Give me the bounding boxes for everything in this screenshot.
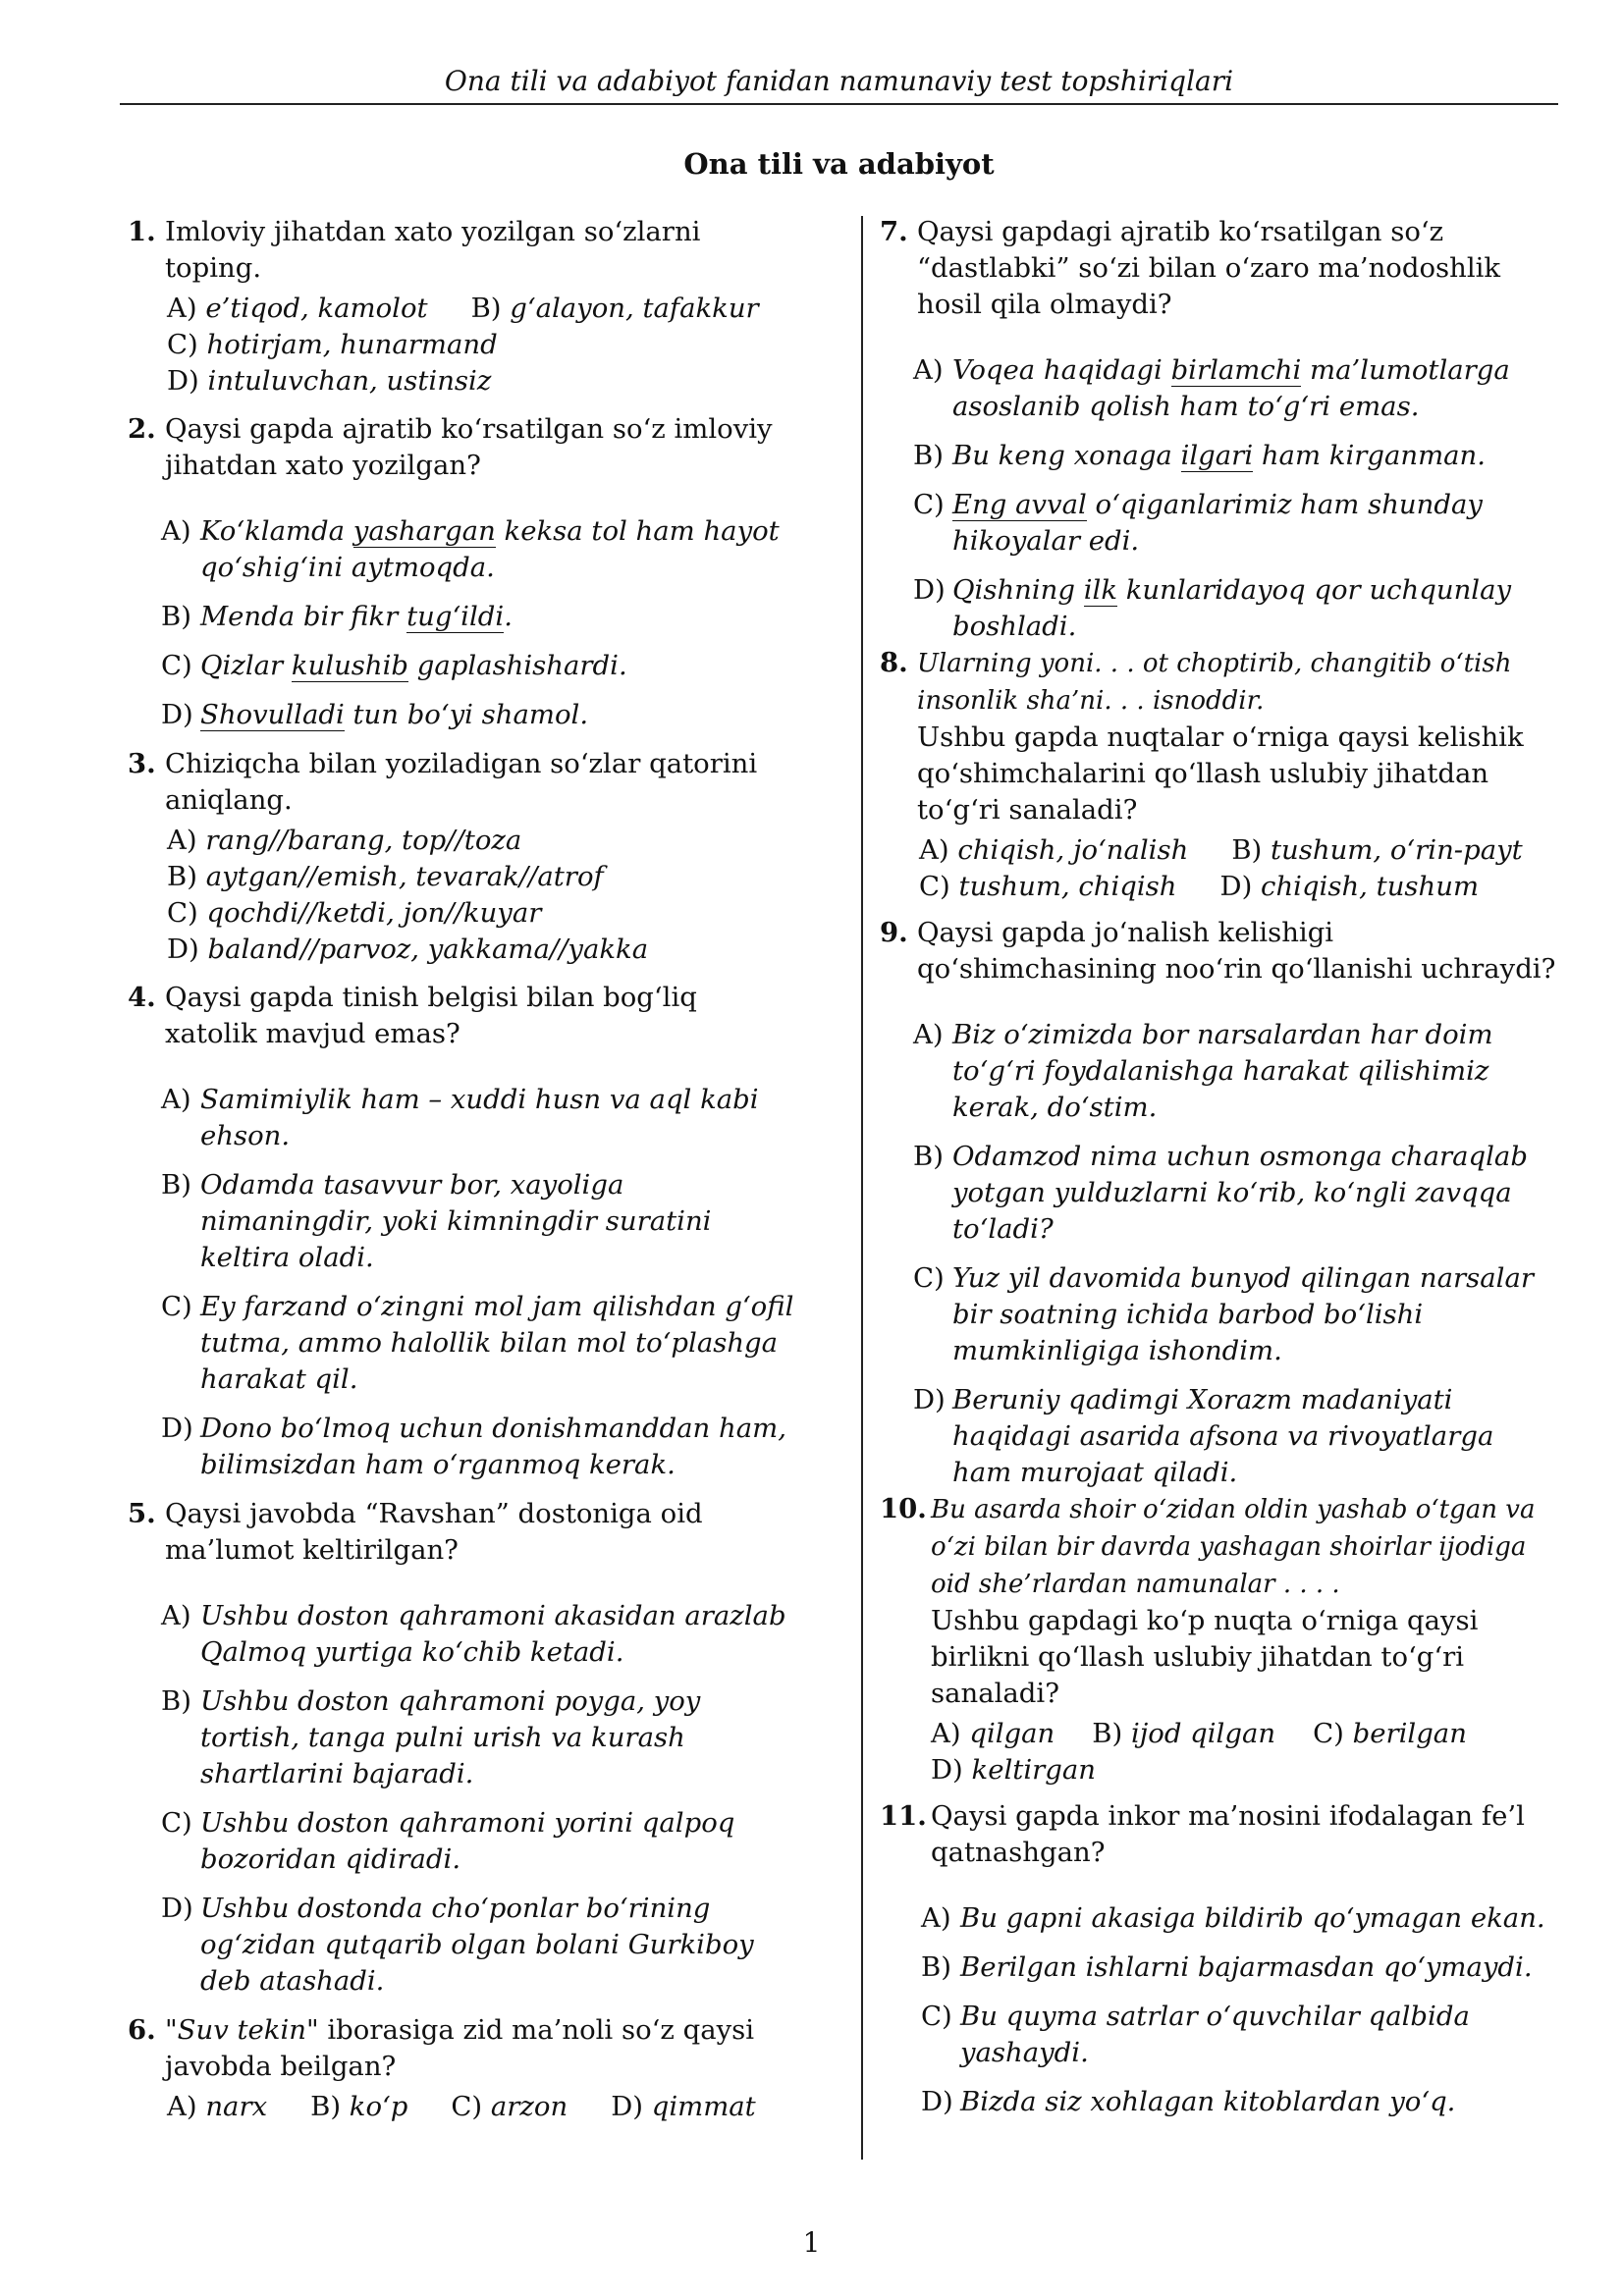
option-d[interactable]: D) Beruniy qadimgi Xorazm madaniyati haqidagi asarida afsona va rivoyatlarga ham murojaat qiladi.	[913, 1384, 1494, 1488]
option-d[interactable]: D) Qishning ilk kunlaridayoq qor uchqunlay boshladi.	[913, 574, 1512, 642]
option-b[interactable]: B) g‘alayon, tafakkur	[470, 293, 759, 324]
option-b[interactable]: B) Bu keng xonaga ilgari ham kirganman.	[913, 440, 1487, 471]
question-number: 1.	[128, 216, 156, 247]
question-text: Chiziqcha bilan yoziladigan so‘zlar qatorini aniqlang.	[165, 748, 758, 816]
question-number: 8.	[880, 647, 908, 678]
option-b[interactable]: B) Menda bir fikr tug‘ildi.	[161, 601, 513, 632]
question-number: 6.	[128, 2014, 156, 2046]
option-c[interactable]: C) Qizlar kulushib gaplashishardi.	[161, 650, 627, 681]
subject-title: Ona tili va adabiyot	[683, 147, 995, 181]
question-number: 9.	[880, 917, 908, 948]
option-a[interactable]: A) Bu gapni akasiga bildirib qo‘ymagan ekan.	[921, 1902, 1545, 1934]
question-number: 11.	[880, 1800, 927, 1832]
header-rule	[120, 103, 1558, 105]
option-a[interactable]: A) Voqea haqidagi birlamchi ma’lumotlarga asoslanib qolish ham to‘g‘ri emas.	[913, 354, 1510, 422]
question-text: Qaysi gapdagi ajratib ko‘rsatilgan so‘z “dastlabki” so‘zi bilan o‘zaro ma’nodoshlik hosil qila olmaydi?	[917, 216, 1501, 320]
question-text: "Suv tekin" iborasiga zid ma’noli so‘z qaysi javobda beilgan?	[165, 2014, 755, 2082]
question-number: 10.	[880, 1493, 927, 1524]
option-b[interactable]: B) Odamda tasavvur bor, xayoliga nimaningdir, yoki kimningdir suratini keltira oladi.	[161, 1169, 712, 1273]
question-2	[128, 411, 795, 733]
right-column	[880, 214, 1561, 2133]
question-10	[880, 1491, 1561, 1789]
question-text: Imloviy jihatdan xato yozilgan so‘zlarni toping.	[165, 216, 701, 284]
option-d[interactable]: D) Ushbu dostonda cho‘ponlar bo‘rining og‘zidan qutqarib olgan bolani Gurkiboy deb atashadi.	[161, 1893, 754, 1997]
option-c[interactable]: C) tushum, chiqish	[919, 871, 1177, 902]
question-text: Qaysi gapda tinish belgisi bilan bog‘liq xatolik mavjud emas?	[165, 982, 697, 1049]
question-number: 5.	[128, 1498, 156, 1529]
option-a[interactable]: A) narx	[167, 2091, 268, 2122]
answer-options	[919, 832, 1561, 905]
question-intro: Bu asarda shoir o‘zidan oldin yashab o‘tgan va o‘zi bilan bir davrda yashagan shoirlar ijodiga oid she’rlardan namunalar . . . .	[931, 1495, 1536, 1599]
question-intro: Ularning yoni. . . ot choptirib, changitib o‘tish insonlik sha’ni. . . isnoddir.	[917, 649, 1512, 716]
answer-options	[161, 513, 795, 733]
option-d[interactable]: D) Dono bo‘lmoq uchun donishmanddan ham, bilimsizdan ham o‘rganmoq kerak.	[161, 1413, 786, 1480]
left-column	[128, 214, 795, 2125]
answer-options	[931, 1716, 1561, 1789]
question-1	[128, 214, 795, 400]
option-d[interactable]: D) baland//parvoz, yakkama//yakka	[167, 934, 649, 965]
question-number: 4.	[128, 982, 156, 1013]
option-a[interactable]: A) e’tiqod, kamolot	[167, 293, 428, 324]
option-d[interactable]: D) chiqish, tushum	[1219, 871, 1480, 902]
option-b[interactable]: B) Odamzod nima uchun osmonga charaqlab yotgan yulduzlarni ko‘rib, ko‘ngli zavqqa to‘ladi?	[913, 1141, 1528, 1245]
option-a[interactable]: A) Biz o‘zimizda bor narsalardan har doim to‘g‘ri foydalanishga harakat qilishimiz kerak, do‘stim.	[913, 1019, 1493, 1123]
option-c[interactable]: C) arzon	[451, 2091, 568, 2122]
option-a[interactable]: A) chiqish, jo‘nalish	[919, 834, 1189, 866]
option-d[interactable]: D) qimmat	[611, 2091, 756, 2122]
option-a[interactable]: A) Ko‘klamda yashargan keksa tol ham hayot qo‘shig‘ini aytmoqda.	[161, 515, 780, 583]
page-header: Ona tili va adabiyot fanidan namunaviy test topshiriqlari	[444, 65, 1234, 97]
option-c[interactable]: C) Ey farzand o‘zingni mol jam qilishdan g‘ofil tutma, ammo halollik bilan mol to‘plashga harakat qil.	[161, 1291, 794, 1395]
question-text: Qaysi javobda “Ravshan” dostoniga oid ma’lumot keltirilgan?	[165, 1498, 703, 1566]
option-b[interactable]: B) Ushbu doston qahramoni poyga, yoy tortish, tanga pulni urish va kurash shartlarini bajaradi.	[161, 1685, 701, 1789]
question-4	[128, 980, 795, 1483]
question-5	[128, 1496, 795, 2000]
option-d[interactable]: D) Shovulladi tun bo‘yi shamol.	[161, 699, 589, 730]
question-text: Ushbu gapda nuqtalar o‘rniga qaysi kelishik qo‘shimchalarini qo‘llash uslubiy jihatdan to‘g‘ri sanaladi?	[917, 721, 1524, 826]
option-c[interactable]: C) berilgan	[1313, 1718, 1467, 1749]
answer-options	[167, 291, 795, 400]
answer-options	[161, 1082, 795, 1483]
option-c[interactable]: C) Bu quyma satrlar o‘quvchilar qalbida yashaydi.	[921, 2001, 1470, 2068]
option-a[interactable]: A) qilgan	[931, 1718, 1055, 1749]
answer-options	[161, 1598, 795, 2000]
option-b[interactable]: B) ko‘p	[310, 2091, 408, 2122]
option-c[interactable]: C) hotirjam, hunarmand	[167, 329, 498, 360]
page-number: 1	[802, 2226, 821, 2259]
question-text: Qaysi gapda inkor ma’nosini ifodalagan fe’l qatnashgan?	[931, 1800, 1525, 1868]
question-11	[880, 1798, 1561, 2120]
answer-options	[167, 823, 795, 968]
question-6	[128, 2012, 795, 2125]
option-c[interactable]: C) Eng avval o‘qiganlarimiz ham shunday hikoyalar edi.	[913, 489, 1483, 557]
option-c[interactable]: C) Yuz yil davomida bunyod qilingan narsalar bir soatning ichida barbod bo‘lishi mumkinligiga ishondim.	[913, 1262, 1534, 1366]
option-a[interactable]: A) Ushbu doston qahramoni akasidan arazlab Qalmoq yurtiga ko‘chib ketadi.	[161, 1600, 786, 1668]
question-text: Qaysi gapda jo‘nalish kelishigi qo‘shimchasining noo‘rin qo‘llanishi uchraydi?	[917, 917, 1556, 985]
option-b[interactable]: B) tushum, o‘rin-payt	[1231, 834, 1523, 866]
column-divider	[861, 216, 863, 2160]
question-3	[128, 746, 795, 968]
option-b[interactable]: B) aytgan//emish, tevarak//atrof	[167, 861, 604, 892]
question-text: Qaysi gapda ajratib ko‘rsatilgan so‘z imloviy jihatdan xato yozilgan?	[165, 413, 773, 481]
question-7: 7. Qaysi gapdagi ajratib ko‘rsatilgan so‘z “dastlabki” so‘zi bilan o‘zaro ma’nodoshlik hosil qila olmaydi? A) Voqea haqidagi birlamchi ma’lumotlarga asoslanib qolish ham to‘g‘ri emas. B) Bu keng xonaga ilgari ham kirganman. C) Eng avval o‘qiganlarimiz ham shunday hikoyalar edi. D) Qishning ilk kunlaridayoq qor uchqunlay boshladi.	[880, 214, 1561, 645]
option-a[interactable]: A) Samimiylik ham – xuddi husn va aql kabi ehson.	[161, 1084, 759, 1151]
option-c[interactable]: C) qochdi//ketdi, jon//kuyar	[167, 897, 542, 929]
answer-options	[167, 2089, 795, 2125]
question-8	[880, 645, 1561, 905]
answer-options	[921, 1900, 1561, 2120]
option-b[interactable]: B) Berilgan ishlarni bajarmasdan qo‘ymaydi.	[921, 1951, 1533, 1983]
answer-options	[913, 1017, 1561, 1491]
option-d[interactable]: D) keltirgan	[931, 1754, 1096, 1786]
option-d[interactable]: D) intuluvchan, ustinsiz	[167, 365, 492, 397]
question-text: Ushbu gapdagi ko‘p nuqta o‘rniga qaysi birlikni qo‘llash uslubiy jihatdan to‘g‘ri sanaladi?	[931, 1605, 1479, 1709]
question-number: 3.	[128, 748, 156, 779]
option-c[interactable]: C) Ushbu doston qahramoni yorini qalpoq bozoridan qidiradi.	[161, 1807, 735, 1875]
question-9	[880, 915, 1561, 1491]
option-a[interactable]: A) rang//barang, top//toza	[167, 825, 522, 856]
option-d[interactable]: D) Bizda siz xohlagan kitoblardan yo‘q.	[921, 2086, 1456, 2117]
question-number: 2.	[128, 413, 156, 445]
option-b[interactable]: B) ijod qilgan	[1092, 1718, 1276, 1749]
answer-options	[913, 352, 1561, 645]
